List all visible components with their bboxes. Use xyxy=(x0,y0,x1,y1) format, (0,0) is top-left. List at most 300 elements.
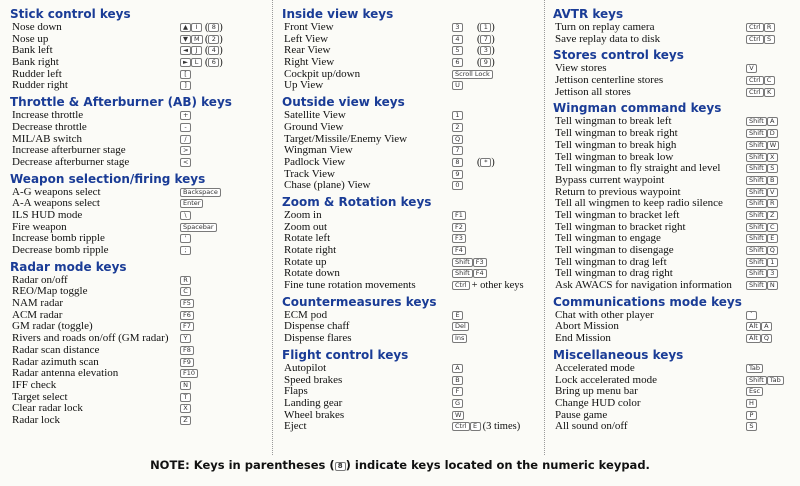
key-combo xyxy=(746,321,772,333)
key-row xyxy=(282,80,540,92)
section-stick-control-keys xyxy=(10,8,272,92)
key-cap: 9 xyxy=(452,170,463,179)
keypad-alternate xyxy=(205,45,223,57)
key-combo xyxy=(746,386,763,398)
section-heading: Communications mode keys xyxy=(553,294,742,309)
key-combo xyxy=(746,310,757,322)
key-cap: Alt xyxy=(746,322,761,331)
column-3 xyxy=(553,6,793,433)
section-countermeasures-keys xyxy=(282,296,540,345)
keypad-alternate xyxy=(477,22,495,34)
key-combo xyxy=(746,257,778,269)
key-combo xyxy=(452,310,463,322)
key-cap: F3 xyxy=(473,258,487,267)
command-label: Increase bomb ripple xyxy=(12,232,105,245)
key-row xyxy=(282,157,540,169)
key-cap: W xyxy=(452,411,464,420)
section-heading: AVTR keys xyxy=(553,7,624,21)
command-label: Flaps xyxy=(284,385,308,398)
key-cap: 5 xyxy=(452,46,463,55)
key-cap: ` xyxy=(746,311,757,320)
command-label: Bypass current waypoint xyxy=(555,173,665,186)
key-cap: F3 xyxy=(452,234,466,243)
command-label: Dispense chaff xyxy=(284,320,350,333)
command-label: Front View xyxy=(284,21,334,33)
key-cap: H xyxy=(746,399,757,408)
command-label: Fine tune rotation movements xyxy=(284,279,416,292)
key-cap: Ctrl xyxy=(452,422,470,431)
key-cap: T xyxy=(180,393,191,402)
key-cap: Y xyxy=(180,334,191,343)
key-combo xyxy=(180,392,191,404)
key-combo xyxy=(180,69,191,81)
key-row xyxy=(282,421,540,433)
key-combo xyxy=(746,22,775,34)
key-combo xyxy=(746,245,778,257)
key-combo xyxy=(180,233,191,245)
key-cap: F xyxy=(452,387,463,396)
note-key: 8 xyxy=(335,462,346,471)
key-combo xyxy=(746,175,778,187)
section-stores-control-keys xyxy=(553,49,793,98)
key-combo xyxy=(746,87,775,99)
command-label: Cockpit up/down xyxy=(284,67,361,80)
command-label: Target/Missile/Enemy View xyxy=(284,132,408,145)
command-label: Abort Mission xyxy=(555,320,619,333)
command-label: Tell wingman to break low xyxy=(555,150,674,163)
key-cap: S xyxy=(764,35,775,44)
key-combo xyxy=(452,421,520,433)
key-cap: \ xyxy=(180,211,191,220)
key-cap: Shift xyxy=(746,117,767,126)
command-label: Bank left xyxy=(12,44,53,57)
key-cap: N xyxy=(180,381,191,390)
key-combo xyxy=(452,134,463,146)
key-cap: S xyxy=(767,164,778,173)
key-combo xyxy=(180,45,202,57)
key-cap: 1 xyxy=(767,258,778,267)
key-cap: P xyxy=(746,411,757,420)
command-label: Radar lock xyxy=(12,413,60,426)
key-combo xyxy=(452,80,463,92)
paren-close: ) xyxy=(491,156,495,168)
paren-open: ( xyxy=(477,33,481,45)
key-combo xyxy=(180,210,191,222)
key-row xyxy=(282,22,540,34)
key-row xyxy=(10,380,272,392)
command-label: Rivers and roads on/off (GM radar) xyxy=(12,332,169,345)
key-row xyxy=(10,122,272,134)
command-label: Save replay data to disk xyxy=(555,32,661,45)
key-cap: Shift xyxy=(746,176,767,185)
key-combo xyxy=(180,275,191,287)
key-combo xyxy=(180,57,202,69)
command-label: Change HUD color xyxy=(555,396,641,409)
key-combo xyxy=(746,63,757,75)
key-cap: C xyxy=(180,287,191,296)
key-cap: Shift xyxy=(452,258,473,267)
section-miscellaneous-keys xyxy=(553,349,793,433)
key-row xyxy=(10,415,272,427)
key-combo xyxy=(452,398,463,410)
key-combo xyxy=(452,145,463,157)
key-combo xyxy=(746,421,757,433)
section-weapon-selection-firing-keys xyxy=(10,173,272,257)
keypad-key-cap: 7 xyxy=(480,35,491,44)
key-row xyxy=(10,210,272,222)
key-cap: Del xyxy=(452,322,469,331)
command-label: Zoom out xyxy=(284,220,328,233)
key-row xyxy=(553,421,793,433)
key-row xyxy=(10,57,272,69)
section-heading: Miscellaneous keys xyxy=(553,347,684,362)
command-label: Tell wingman to engage xyxy=(555,232,661,245)
command-label: Turn on replay camera xyxy=(555,21,655,33)
command-label: Rotate left xyxy=(284,232,331,245)
command-label: Tell wingman to break right xyxy=(555,127,678,140)
key-row xyxy=(10,245,272,257)
key-cap: ] xyxy=(180,81,191,90)
key-row xyxy=(10,80,272,92)
key-row xyxy=(553,87,793,99)
command-label: Ask AWACS for navigation information xyxy=(555,279,732,292)
key-row xyxy=(553,363,793,375)
keypad-alternate xyxy=(477,57,495,69)
key-cap: Z xyxy=(767,211,778,220)
key-combo xyxy=(180,286,191,298)
section-avtr-keys xyxy=(553,8,793,45)
key-combo xyxy=(180,333,191,345)
key-cap: Shift xyxy=(746,246,767,255)
command-label: Increase afterburner stage xyxy=(12,144,126,157)
paren-open: ( xyxy=(205,57,209,69)
command-label: Radar on/off xyxy=(12,273,68,286)
key-cap: Shift xyxy=(746,164,767,173)
key-cap: Shift xyxy=(746,258,767,267)
command-label: Ground View xyxy=(284,120,344,133)
paren-open: ( xyxy=(477,22,481,33)
key-row xyxy=(282,410,540,422)
key-combo xyxy=(746,363,763,375)
key-combo xyxy=(452,210,466,222)
key-row xyxy=(282,398,540,410)
key-cap: Shift xyxy=(746,211,767,220)
key-combo xyxy=(746,152,778,164)
key-row xyxy=(553,210,793,222)
key-cap: Scroll Lock xyxy=(452,70,493,79)
command-label: Tell wingman to break high xyxy=(555,138,677,151)
key-cap: C xyxy=(767,223,778,232)
key-combo xyxy=(180,198,203,210)
key-extra-text: + other keys xyxy=(471,280,524,292)
key-row xyxy=(553,75,793,87)
key-cap: A xyxy=(761,322,772,331)
section-heading: Stores control keys xyxy=(553,48,684,63)
key-cap: Shift xyxy=(452,269,473,278)
key-combo xyxy=(452,69,493,81)
key-row xyxy=(282,57,540,69)
key-cap: + xyxy=(180,111,191,120)
key-cap: Tab xyxy=(746,364,763,373)
key-row xyxy=(282,375,540,387)
command-label: Clear radar lock xyxy=(12,402,83,415)
command-label: Right View xyxy=(284,56,335,69)
key-combo xyxy=(180,415,191,427)
key-combo xyxy=(180,222,217,234)
key-combo xyxy=(452,122,463,134)
command-label: Chat with other player xyxy=(555,308,654,321)
command-label: ECM pod xyxy=(284,308,328,321)
key-cap: Ctrl xyxy=(452,281,470,290)
key-row xyxy=(553,22,793,34)
key-cap: E xyxy=(767,234,778,243)
command-label: Decrease throttle xyxy=(12,120,87,133)
key-cap: V xyxy=(746,64,757,73)
key-combo xyxy=(746,222,778,234)
key-cap: - xyxy=(180,123,191,132)
key-cap: Shift xyxy=(746,281,767,290)
command-label: Rear View xyxy=(284,44,331,57)
key-cap: Shift xyxy=(746,376,767,385)
key-cap: B xyxy=(452,376,463,385)
key-combo xyxy=(180,157,191,169)
key-combo xyxy=(180,298,194,310)
keypad-alternate xyxy=(477,157,495,169)
key-cap: 8 xyxy=(452,158,463,167)
paren-open: ( xyxy=(477,57,481,69)
command-label: Rudder left xyxy=(12,67,62,80)
paren-close: ) xyxy=(219,45,223,57)
key-cap: U xyxy=(452,81,463,90)
key-cap: ► xyxy=(180,58,191,67)
key-cap: D xyxy=(767,129,778,138)
key-combo xyxy=(180,321,194,333)
key-cap: V xyxy=(767,188,778,197)
section-heading: Weapon selection/firing keys xyxy=(10,171,206,186)
key-cap: N xyxy=(767,281,778,290)
key-cap: 7 xyxy=(452,146,463,155)
command-label: Nose down xyxy=(12,21,62,33)
key-combo xyxy=(746,210,778,222)
key-combo xyxy=(180,187,221,199)
key-combo xyxy=(452,180,463,192)
key-combo xyxy=(180,110,191,122)
key-cap: E xyxy=(452,311,463,320)
key-row xyxy=(553,140,793,152)
key-combo xyxy=(180,122,191,134)
command-label: Wheel brakes xyxy=(284,408,345,421)
paren-open: ( xyxy=(205,33,209,45)
keypad-key-cap: 4 xyxy=(208,46,219,55)
keypad-key-cap: * xyxy=(480,158,491,167)
key-cap: 1 xyxy=(452,111,463,120)
paren-close: ) xyxy=(491,57,495,69)
key-cap: R xyxy=(180,276,191,285)
command-label: Radar antenna elevation xyxy=(12,367,119,380)
section-inside-view-keys xyxy=(282,8,540,92)
note-text-before: NOTE: Keys in parentheses ( xyxy=(150,458,335,472)
key-cap: Ctrl xyxy=(746,88,764,97)
keypad-key-cap: 8 xyxy=(208,23,219,32)
key-combo xyxy=(746,163,778,175)
column-divider-1 xyxy=(272,0,273,455)
command-label: Landing gear xyxy=(284,396,343,409)
key-cap: R xyxy=(764,23,775,32)
key-row xyxy=(553,280,793,292)
key-cap: Ins xyxy=(452,334,467,343)
keypad-alternate xyxy=(205,57,223,69)
command-label: Bank right xyxy=(12,56,59,69)
command-label: All sound on/off xyxy=(555,420,628,433)
section-heading: Outside view keys xyxy=(282,95,405,110)
command-label: Rotate up xyxy=(284,255,327,268)
key-cap: Spacebar xyxy=(180,223,217,232)
key-cap: F4 xyxy=(473,269,487,278)
key-combo xyxy=(452,110,463,122)
section-heading: Flight control keys xyxy=(282,347,409,362)
key-cap: R xyxy=(767,199,778,208)
key-combo xyxy=(452,321,469,333)
paren-close: ) xyxy=(219,33,223,45)
key-cap: Shift xyxy=(746,269,767,278)
keypad-key-cap: 2 xyxy=(208,35,219,44)
key-cap: Q xyxy=(767,246,778,255)
key-cap: E xyxy=(470,422,481,431)
key-combo xyxy=(746,410,757,422)
key-cap: Q xyxy=(761,334,772,343)
command-label: Radar scan distance xyxy=(12,343,100,356)
key-combo xyxy=(452,57,463,69)
section-outside-view-keys xyxy=(282,96,540,192)
column-2 xyxy=(282,6,540,433)
key-cap: ▲ xyxy=(180,23,191,32)
key-row xyxy=(10,22,272,34)
key-cap: Esc xyxy=(746,387,763,396)
command-label: Tell wingman to break left xyxy=(555,115,672,128)
command-label: MIL/AB switch xyxy=(12,132,82,145)
section-throttle-afterburner-ab-keys xyxy=(10,96,272,168)
key-row xyxy=(553,34,793,46)
key-combo xyxy=(452,333,467,345)
command-label: Jettison all stores xyxy=(555,85,631,98)
key-combo xyxy=(746,140,779,152)
key-cap: 3 xyxy=(452,23,463,32)
key-cap: Ctrl xyxy=(746,35,764,44)
key-combo xyxy=(452,45,463,57)
paren-close: ) xyxy=(219,22,223,33)
key-cap: F1 xyxy=(452,211,466,220)
key-cap: I xyxy=(191,23,202,32)
key-row xyxy=(282,180,540,192)
key-cap: Shift xyxy=(746,223,767,232)
key-cap: Shift xyxy=(746,141,767,150)
paren-open: ( xyxy=(477,156,481,168)
key-cap: Enter xyxy=(180,199,203,208)
section-heading: Radar mode keys xyxy=(10,259,127,274)
key-cap: S xyxy=(746,422,757,431)
key-combo xyxy=(180,357,194,369)
section-heading: Zoom & Rotation keys xyxy=(282,194,432,209)
key-cap: ◄ xyxy=(180,46,191,55)
command-label: ILS HUD mode xyxy=(12,208,83,221)
command-label: Fire weapon xyxy=(12,220,67,233)
key-combo xyxy=(452,222,466,234)
keypad-alternate xyxy=(477,45,495,57)
command-label: A-G weapons select xyxy=(12,185,101,198)
section-heading: Wingman command keys xyxy=(553,101,722,116)
key-row xyxy=(553,245,793,257)
key-combo xyxy=(452,157,463,169)
key-cap: C xyxy=(764,76,775,85)
keypad-alternate xyxy=(477,34,495,46)
key-cap: 4 xyxy=(452,35,463,44)
command-label: Lock accelerated mode xyxy=(555,373,657,386)
command-label: Zoom in xyxy=(284,208,322,221)
key-cap: W xyxy=(767,141,779,150)
command-label: REO/Map toggle xyxy=(12,285,88,298)
paren-close: ) xyxy=(219,57,223,69)
paren-close: ) xyxy=(491,45,495,57)
command-label: Tell wingman to disengage xyxy=(555,244,674,256)
key-row xyxy=(553,175,793,187)
command-label: Tell wingman to fly straight and level xyxy=(555,162,721,175)
command-label: A-A weapons select xyxy=(12,197,100,210)
key-combo xyxy=(180,80,191,92)
key-combo xyxy=(746,187,778,199)
command-label: GM radar (toggle) xyxy=(12,320,93,333)
key-cap: Shift xyxy=(746,199,767,208)
command-label: Eject xyxy=(284,420,307,433)
key-combo xyxy=(180,310,194,322)
key-cap: Ctrl xyxy=(746,23,764,32)
key-row xyxy=(553,333,793,345)
key-row xyxy=(10,298,272,310)
paren-open: ( xyxy=(477,45,481,57)
section-wingman-command-keys xyxy=(553,102,793,291)
key-cap: < xyxy=(180,158,191,167)
key-cap: 2 xyxy=(452,123,463,132)
keypad-key-cap: 6 xyxy=(208,58,219,67)
note-text-after: ) indicate keys located on the numeric keypad. xyxy=(345,458,650,472)
key-cap: F5 xyxy=(180,299,194,308)
key-cap: F4 xyxy=(452,246,466,255)
command-label: Speed brakes xyxy=(284,373,343,386)
key-combo xyxy=(746,268,778,280)
key-combo xyxy=(180,368,198,380)
keypad-key-cap: 9 xyxy=(480,58,491,67)
command-label: Bring up menu bar xyxy=(555,385,638,398)
command-label: Nose up xyxy=(12,32,49,45)
paren-close: ) xyxy=(491,33,495,45)
key-cap: F9 xyxy=(180,358,194,367)
command-label: ACM radar xyxy=(12,308,63,321)
key-row xyxy=(282,122,540,134)
command-label: Tell all wingmen to keep radio silence xyxy=(555,197,723,210)
command-label: Decrease bomb ripple xyxy=(12,244,109,256)
key-cap: Z xyxy=(180,416,191,425)
key-combo xyxy=(452,233,466,245)
command-label: Accelerated mode xyxy=(555,361,635,374)
section-heading: Countermeasures keys xyxy=(282,294,437,309)
keypad-key-cap: 1 xyxy=(480,23,491,32)
key-combo xyxy=(746,280,778,292)
keypad-alternate xyxy=(205,34,223,46)
key-cap: G xyxy=(452,399,463,408)
command-label: Rudder right xyxy=(12,79,68,92)
key-combo xyxy=(746,233,778,245)
key-combo xyxy=(746,75,775,87)
paren-close: ) xyxy=(491,22,495,33)
